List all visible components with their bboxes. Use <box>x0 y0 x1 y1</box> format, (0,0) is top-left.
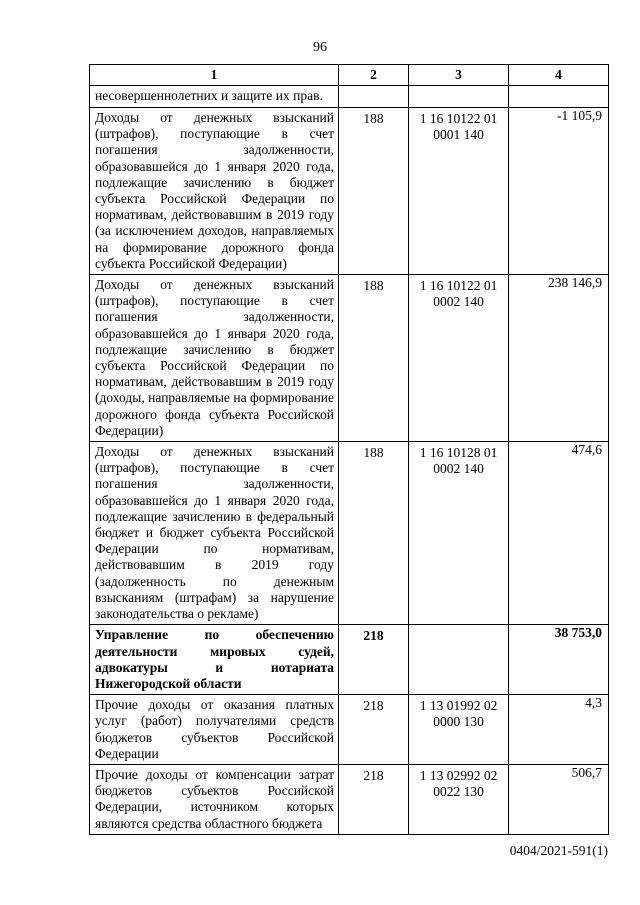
row-budget-code: 1 16 10122 01 0002 140 <box>409 275 509 442</box>
row-admin-code: 218 <box>339 625 409 695</box>
row-amount: -1 105,9 <box>509 108 609 275</box>
page-number: 96 <box>313 40 327 55</box>
table-row <box>90 108 609 275</box>
row-amount: 238 146,9 <box>509 275 609 442</box>
row-budget-code <box>409 625 509 695</box>
table-header-row <box>90 65 609 86</box>
document-code: 0404/2021-591(1) <box>509 843 608 858</box>
column-header-4: 4 <box>509 65 609 86</box>
table-row <box>90 695 609 765</box>
table-row <box>90 442 609 625</box>
row-amount: 38 753,0 <box>509 625 609 695</box>
revenue-table <box>89 64 609 835</box>
row-amount: 506,7 <box>509 764 609 834</box>
row-admin-code: 188 <box>339 275 409 442</box>
row-amount <box>509 86 609 108</box>
row-budget-code <box>409 86 509 108</box>
row-description: Доходы от денежных взысканий (штрафов), поступающие в счет погашения задолженности, образовавшейся до 1 января 2020 года, подлежащие зачислению в бюджет субъекта Российской Федерации по нормативам, действовавшим в 2019 году (за исключением доходов, направляемых на формирование дорожного фонда субъекта Российской Федерации) <box>90 108 339 275</box>
column-header-3: 3 <box>409 65 509 86</box>
column-header-1: 1 <box>90 65 339 86</box>
row-description: Доходы от денежных взысканий (штрафов), поступающие в счет погашения задолженности, образовавшейся до 1 января 2020 года, подлежащие зачислению в бюджет субъекта Российской Федерации по нормативам, действовавшим в 2019 году (доходы, направляемые на формирование дорожного фонда субъекта Российской Федерации) <box>90 275 339 442</box>
table-row <box>90 275 609 442</box>
row-description: Прочие доходы от оказания платных услуг (работ) получателями средств бюджетов субъектов Российской Федерации <box>90 695 339 765</box>
table-row <box>90 764 609 834</box>
row-admin-code: 188 <box>339 108 409 275</box>
row-budget-code: 1 16 10122 01 0001 140 <box>409 108 509 275</box>
row-description: Доходы от денежных взысканий (штрафов), поступающие в счет погашения задолженности, образовавшейся до 1 января 2020 года, подлежащие зачислению в федеральный бюджет и бюджет субъекта Российской Федерации по нормативам, действовавшим в 2019 году (задолженность по денежным взысканиям (штрафам) за нарушение законодательства о рекламе) <box>90 442 339 625</box>
row-description: несовершеннолетних и защите их прав. <box>90 86 339 108</box>
row-budget-code: 1 16 10128 01 0002 140 <box>409 442 509 625</box>
row-amount: 474,6 <box>509 442 609 625</box>
row-admin-code: 188 <box>339 442 409 625</box>
table-row <box>90 625 609 695</box>
table-row <box>90 86 609 108</box>
row-description: Прочие доходы от компенсации затрат бюджетов субъектов Российской Федерации, источником которых являются средства областного бюджета <box>90 764 339 834</box>
row-description: Управление по обеспечению деятельности мировых судей, адвокатуры и нотариата Нижегородской области <box>90 625 339 695</box>
row-admin-code <box>339 86 409 108</box>
row-budget-code: 1 13 01992 02 0000 130 <box>409 695 509 765</box>
row-admin-code: 218 <box>339 695 409 765</box>
row-amount: 4,3 <box>509 695 609 765</box>
column-header-2: 2 <box>339 65 409 86</box>
row-budget-code: 1 13 02992 02 0022 130 <box>409 764 509 834</box>
row-admin-code: 218 <box>339 764 409 834</box>
